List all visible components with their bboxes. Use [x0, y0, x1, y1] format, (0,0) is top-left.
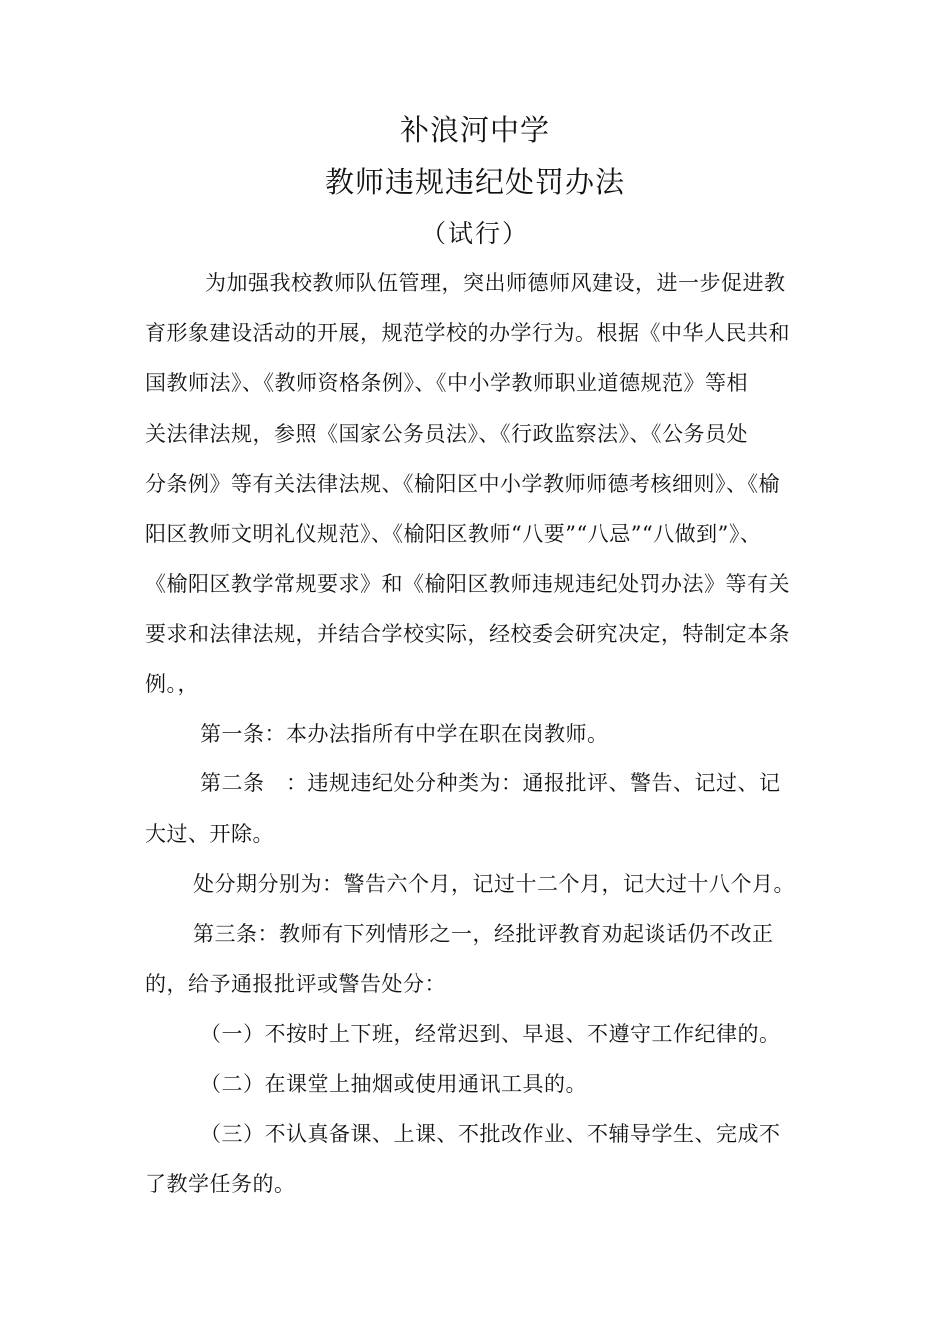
clause-line: （一）不按时上下班，经常迟到、早退、不遵守工作纪律的。 [200, 1022, 781, 1046]
clause-line: （二）在课堂上抽烟或使用通讯工具的。 [200, 1072, 587, 1096]
paragraph-line: 《榆阳区教学常规要求》和《榆阳区教师违规违纪处罚办法》等有关 [145, 572, 790, 596]
school-title: 补浪河中学 [399, 113, 550, 147]
paragraph-line: 国教师法》、《教师资格条例》、《中小学教师职业道德规范》等相 [145, 371, 748, 395]
paragraph-line: 分条例》等有关法律法规、《榆阳区中小学教师师德考核细则》、《榆 [145, 472, 780, 496]
clause-line: 了教学任务的。 [145, 1172, 296, 1196]
paragraph-line: 要求和法律法规，并结合学校实际，经校委会研究决定，特制定本条 [145, 622, 790, 646]
paragraph-line: 阳区教师文明礼仪规范》、《榆阳区教师“八要”“八忌”“八做到”》、 [145, 522, 762, 546]
article-line: 第三条：教师有下列情形之一，经批评教育劝起谈话仍不改正 [193, 922, 774, 946]
paragraph-line: 育形象建设活动的开展，规范学校的办学行为。根据《中华人民共和 [145, 321, 790, 345]
article-line: 处分期分别为：警告六个月，记过十二个月，记大过十八个月。 [193, 872, 795, 896]
document-subtitle: （试行） [420, 219, 529, 248]
paragraph-line: 例。， [145, 672, 199, 696]
document-title: 教师违规违纪处罚办法 [324, 165, 625, 199]
clause-line: （三）不认真备课、上课、不批改作业、不辅导学生、完成不 [200, 1122, 781, 1146]
article-line: 大过、开除。 [145, 822, 274, 846]
article-line: 第一条：本办法指所有中学在职在岗教师。 [200, 722, 609, 746]
paragraph-line: 关法律法规，参照《国家公务员法》、《行政监察法》、《公务员处 [145, 422, 748, 446]
article-line: 第二条 ：违规违纪处分种类为：通报批评、警告、记过、记 [200, 771, 781, 795]
article-line: 的，给予通报批评或警告处分： [145, 972, 446, 996]
paragraph-line: 为加强我校教师队伍管理，突出师德师风建设，进一步促进教 [205, 271, 786, 295]
